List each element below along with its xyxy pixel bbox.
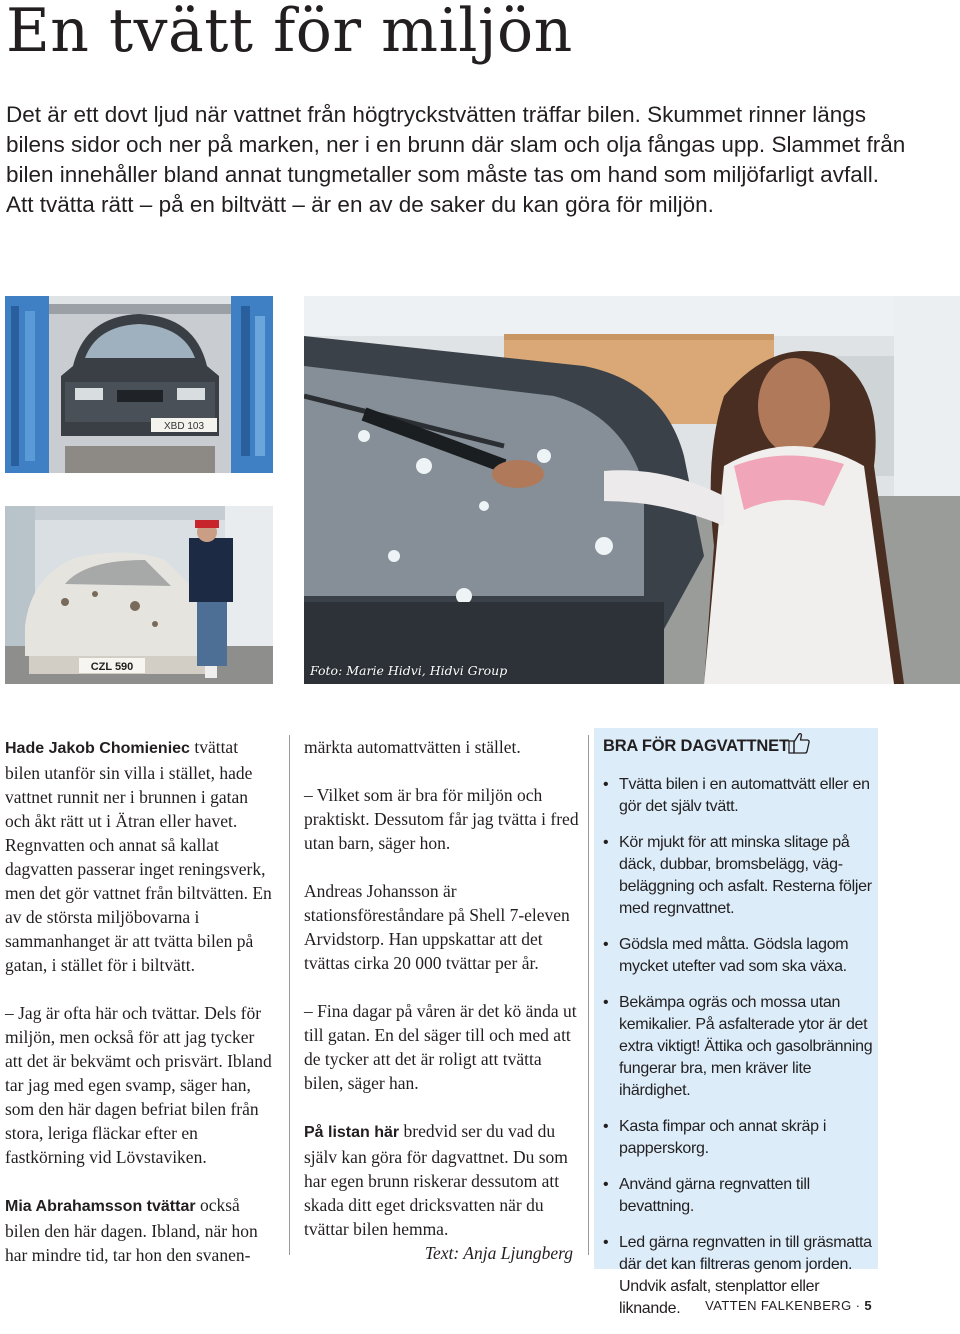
paragraph: – Fina dagar på våren är det kö ända ut till gatan. En del säger till och med att de tycker att det är roligt att tvätta bilen, säger han. (304, 1001, 577, 1093)
article-ingress (6, 100, 906, 220)
page-number: 5 (864, 1298, 872, 1313)
paragraph: På listan här bredvid ser du vad du själv kan göra för dagvattnet. Du som har egen brunn riskerar dessutom att skada ditt eget dricksvatten när du tvättar bilen hemma. (304, 1121, 568, 1239)
paragraph: Hade Jakob Chomieniec tvättat bilen utanför sin villa i stället, hade vattnet runnit ner i brunnen i gatan och åkt rätt ut i Ätran eller havet. Regnvatten och annat så kallat dagvatten passerar inget reningsverk, men det gör vattnet från biltvätten. En av de största miljöbovarna i sammanhanget är att tvätta bilen på gatan, i stället för i biltvätt. (5, 737, 272, 975)
photo-woman-washing-car (304, 296, 960, 684)
column-divider (289, 735, 290, 1255)
list-item: • Använd gärna regnvatten till bevattning. (603, 1174, 873, 1218)
tips-list (603, 774, 873, 1334)
paragraph: märkta automattvätten i stället. (304, 737, 521, 757)
list-item: • Gödsla med måtta. Gödsla lagom mycket utefter vad som ska växa. (603, 934, 873, 978)
lead-name: Mia Abrahamsson tvättar (5, 1198, 196, 1215)
paragraph: – Jag är ofta här och tvättar. Dels för miljön, men också för att jag tycker att det är bekvämt och prisvärt. Ibland tar jag med egen svamp, säger han, som den här dagen befriat bilen från stora, leriga fläckar efter en fastkörning vid Lövstaviken. (5, 1003, 272, 1167)
footer-separator: · (855, 1298, 861, 1313)
publication-name: VATTEN FALKENBERG (705, 1298, 852, 1313)
list-item: • Led gärna regnvatten in till gräsmatta där det kan filtreras genom jorden. Undvik asfalt, stenplattor eller liknande. (603, 1232, 873, 1320)
lead-phrase: På listan här (304, 1124, 400, 1141)
list-item: • Bekämpa ogräs och mossa utan kemikalier. På asfalterade ytor är det extra viktigt! Ättika och gasolbränning fungerar bra, men kräver lite ihärdighet. (603, 992, 873, 1102)
photo-credit: Foto: Marie Hidvi, Hidvi Group (310, 663, 508, 678)
paragraph: Mia Abrahamsson tvättar också bilen den här dagen. Ibland, när hon har mindre tid, tar hon den svanen- (5, 1195, 258, 1265)
photo-car-wash-tunnel (5, 296, 273, 473)
byline: Text: Anja Ljungberg (424, 1243, 573, 1263)
list-item: • Kör mjukt för att minska slitage på däck, dubbar, bromsbelägg, väg-beläggning och asfalt. Resterna följer med regnvattnet. (603, 832, 873, 920)
paragraph: Andreas Johansson är stationsföreståndare på Shell 7-eleven Arvidstorp. Han uppskattar att det tvättas cirka 20 000 tvättar per år. (304, 881, 570, 973)
list-item: • Tvätta bilen i en automattvätt eller en gör det själv tvätt. (603, 774, 873, 818)
body-column-1 (5, 735, 275, 1291)
list-item: • Kasta fimpar och annat skräp i papperskorg. (603, 1116, 873, 1160)
page-footer (705, 1298, 872, 1313)
plate-bottom: CZL 590 (90, 661, 134, 673)
paragraph: – Vilket som är bra för miljön och praktiskt. Dessutom får jag tvätta i fred utan barn, säger hon. (304, 785, 579, 853)
body-column-2 (304, 735, 579, 1265)
fact-box-heading: BRA FÖR DAGVATTNET (603, 737, 789, 755)
lead-name: Hade Jakob Chomieniec (5, 740, 190, 757)
ingress-text: Det är ett dovt ljud när vattnet från högtryckstvätten träffar bilen. Skummet rinner längs bilens sidor och ner på marken, ner i en brunn där slam och olja fångas upp. Slammet från bilen innehåller bland annat tungmetaller som måste tas om hand som miljöfarligt avfall. Att tvätta rätt – på en biltvätt – är en av de saker du kan göra för miljön. (6, 102, 906, 217)
photo-man-washing-car (5, 506, 273, 684)
column-divider (588, 735, 589, 1255)
thumbs-up-icon (786, 730, 812, 756)
article-title: En tvätt för miljön (6, 0, 573, 66)
plate-top: XBD 103 (163, 421, 205, 432)
